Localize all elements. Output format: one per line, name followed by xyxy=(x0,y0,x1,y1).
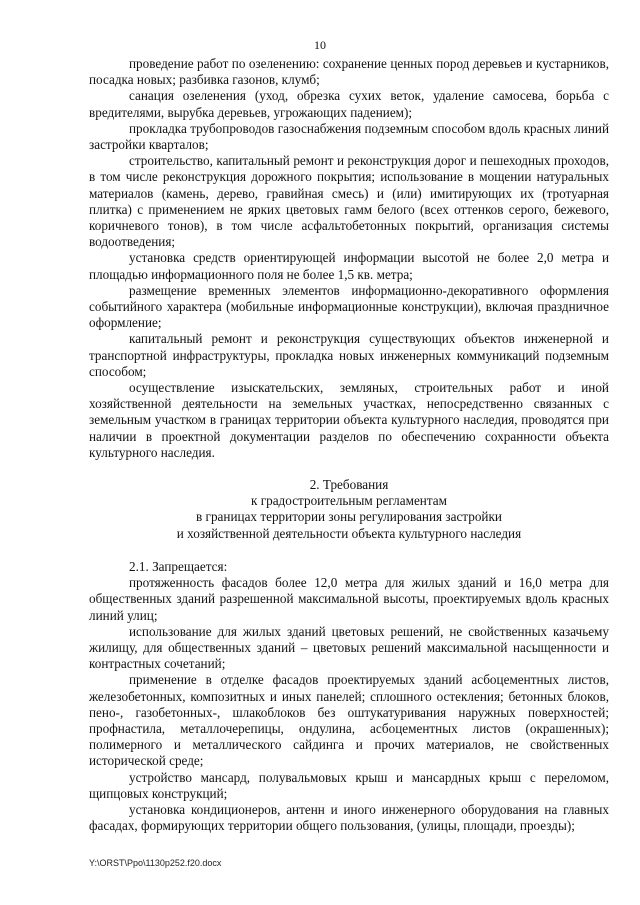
paragraph: санация озеленения (уход, обрезка сухих веток, удаление самосева, борьба с вредителями, вырубка деревьев, угрожающих падением); xyxy=(89,88,609,120)
section-heading xyxy=(89,477,609,542)
paragraph: проведение работ по озеленению: сохранение ценных пород деревьев и кустарников, посадка новых; разбивка газонов, клумб; xyxy=(89,56,609,88)
paragraph: строительство, капитальный ремонт и реконструкция дорог и пешеходных проходов, в том числе реконструкция дорожного покрытия; использование в мощении натуральных материалов (камень, дерево, гравийная смесь) и (или) имитирующих их (тротуарная плитка) с применением не ярких цветовых гамм белого (всех оттенков серого, бежевого, коричневого тонов), в том числе асфальтобетонных покрытий, организация системы водоотведения; xyxy=(89,153,609,250)
paragraph: капитальный ремонт и реконструкция существующих объектов инженерной и транспортной инфраструктуры, прокладка новых инженерных коммуникаций подземным способом; xyxy=(89,331,609,379)
paragraph: использование для жилых зданий цветовых решений, не свойственных казачьему жилищу, для общественных зданий – цветовых решений максимальной насыщенности и контрастных сочетаний; xyxy=(89,623,609,672)
paragraph: установка средств ориентирующей информации высотой не более 2,0 метра и площадью информационного поля не более 1,5 кв. метра; xyxy=(89,250,609,282)
page-number: 10 xyxy=(314,38,326,52)
paragraph: прокладка трубопроводов газоснабжения подземным способом вдоль красных линий застройки кварталов; xyxy=(89,120,609,153)
paragraph: размещение временных элементов информационно-декоративного оформления событийного характера (мобильные информационные конструкции), включая праздничное оформление; xyxy=(89,282,609,331)
heading-line: и хозяйственной деятельности объекта культурного наследия xyxy=(176,525,522,541)
heading-line: к градостроительным регламентам xyxy=(251,493,447,509)
paragraph: применение в отделке фасадов проектируемых зданий асбоцементных листов, железобетонных, композитных и иных панелей; сплошного остекления; бетонных блоков, пено-, газобетонных-, шлакоблоков без оштукатуривания наружных поверхностей; профнастила, металлочерепицы, ондулина, асбоцементных листов (окрашенных); полимерного и металлического сайдинга и прочих материалов, не свойственных исторической среде; xyxy=(89,672,609,769)
paragraph: осуществление изыскательских, земляных, строительных работ и иной хозяйственной деятельности на земельных участках, непосредственно связанных с земельным участком в границах территории объекта культурного наследия, проводятся при наличии в проектной документации разделов по обеспечению сохранности объекта культурного наследия. xyxy=(89,380,609,460)
paragraph: установка кондиционеров, антенн и иного инженерного оборудования на главных фасадах, формирующих территории общего пользования, (улицы, площади, проезды); xyxy=(89,801,609,834)
paragraph: протяженность фасадов более 12,0 метра для жилых зданий и 16,0 метра для общественных зданий разрешенной максимальной высоты, проектируемых вдоль красных линий улиц; xyxy=(89,575,609,623)
footer-file-path: Y:\ORST\Ppo\1130p252.f20.docx xyxy=(89,858,222,868)
paragraph: устройство мансард, полувальмовых крыш и мансардных крыш с переломом, щипцовых конструкций; xyxy=(89,769,609,801)
heading-line: 2. Требования xyxy=(309,477,389,493)
document-body xyxy=(89,56,609,834)
subsection-title: 2.1. Запрещается: xyxy=(129,558,228,574)
heading-line: в границах территории зоны регулирования застройки xyxy=(196,509,502,525)
